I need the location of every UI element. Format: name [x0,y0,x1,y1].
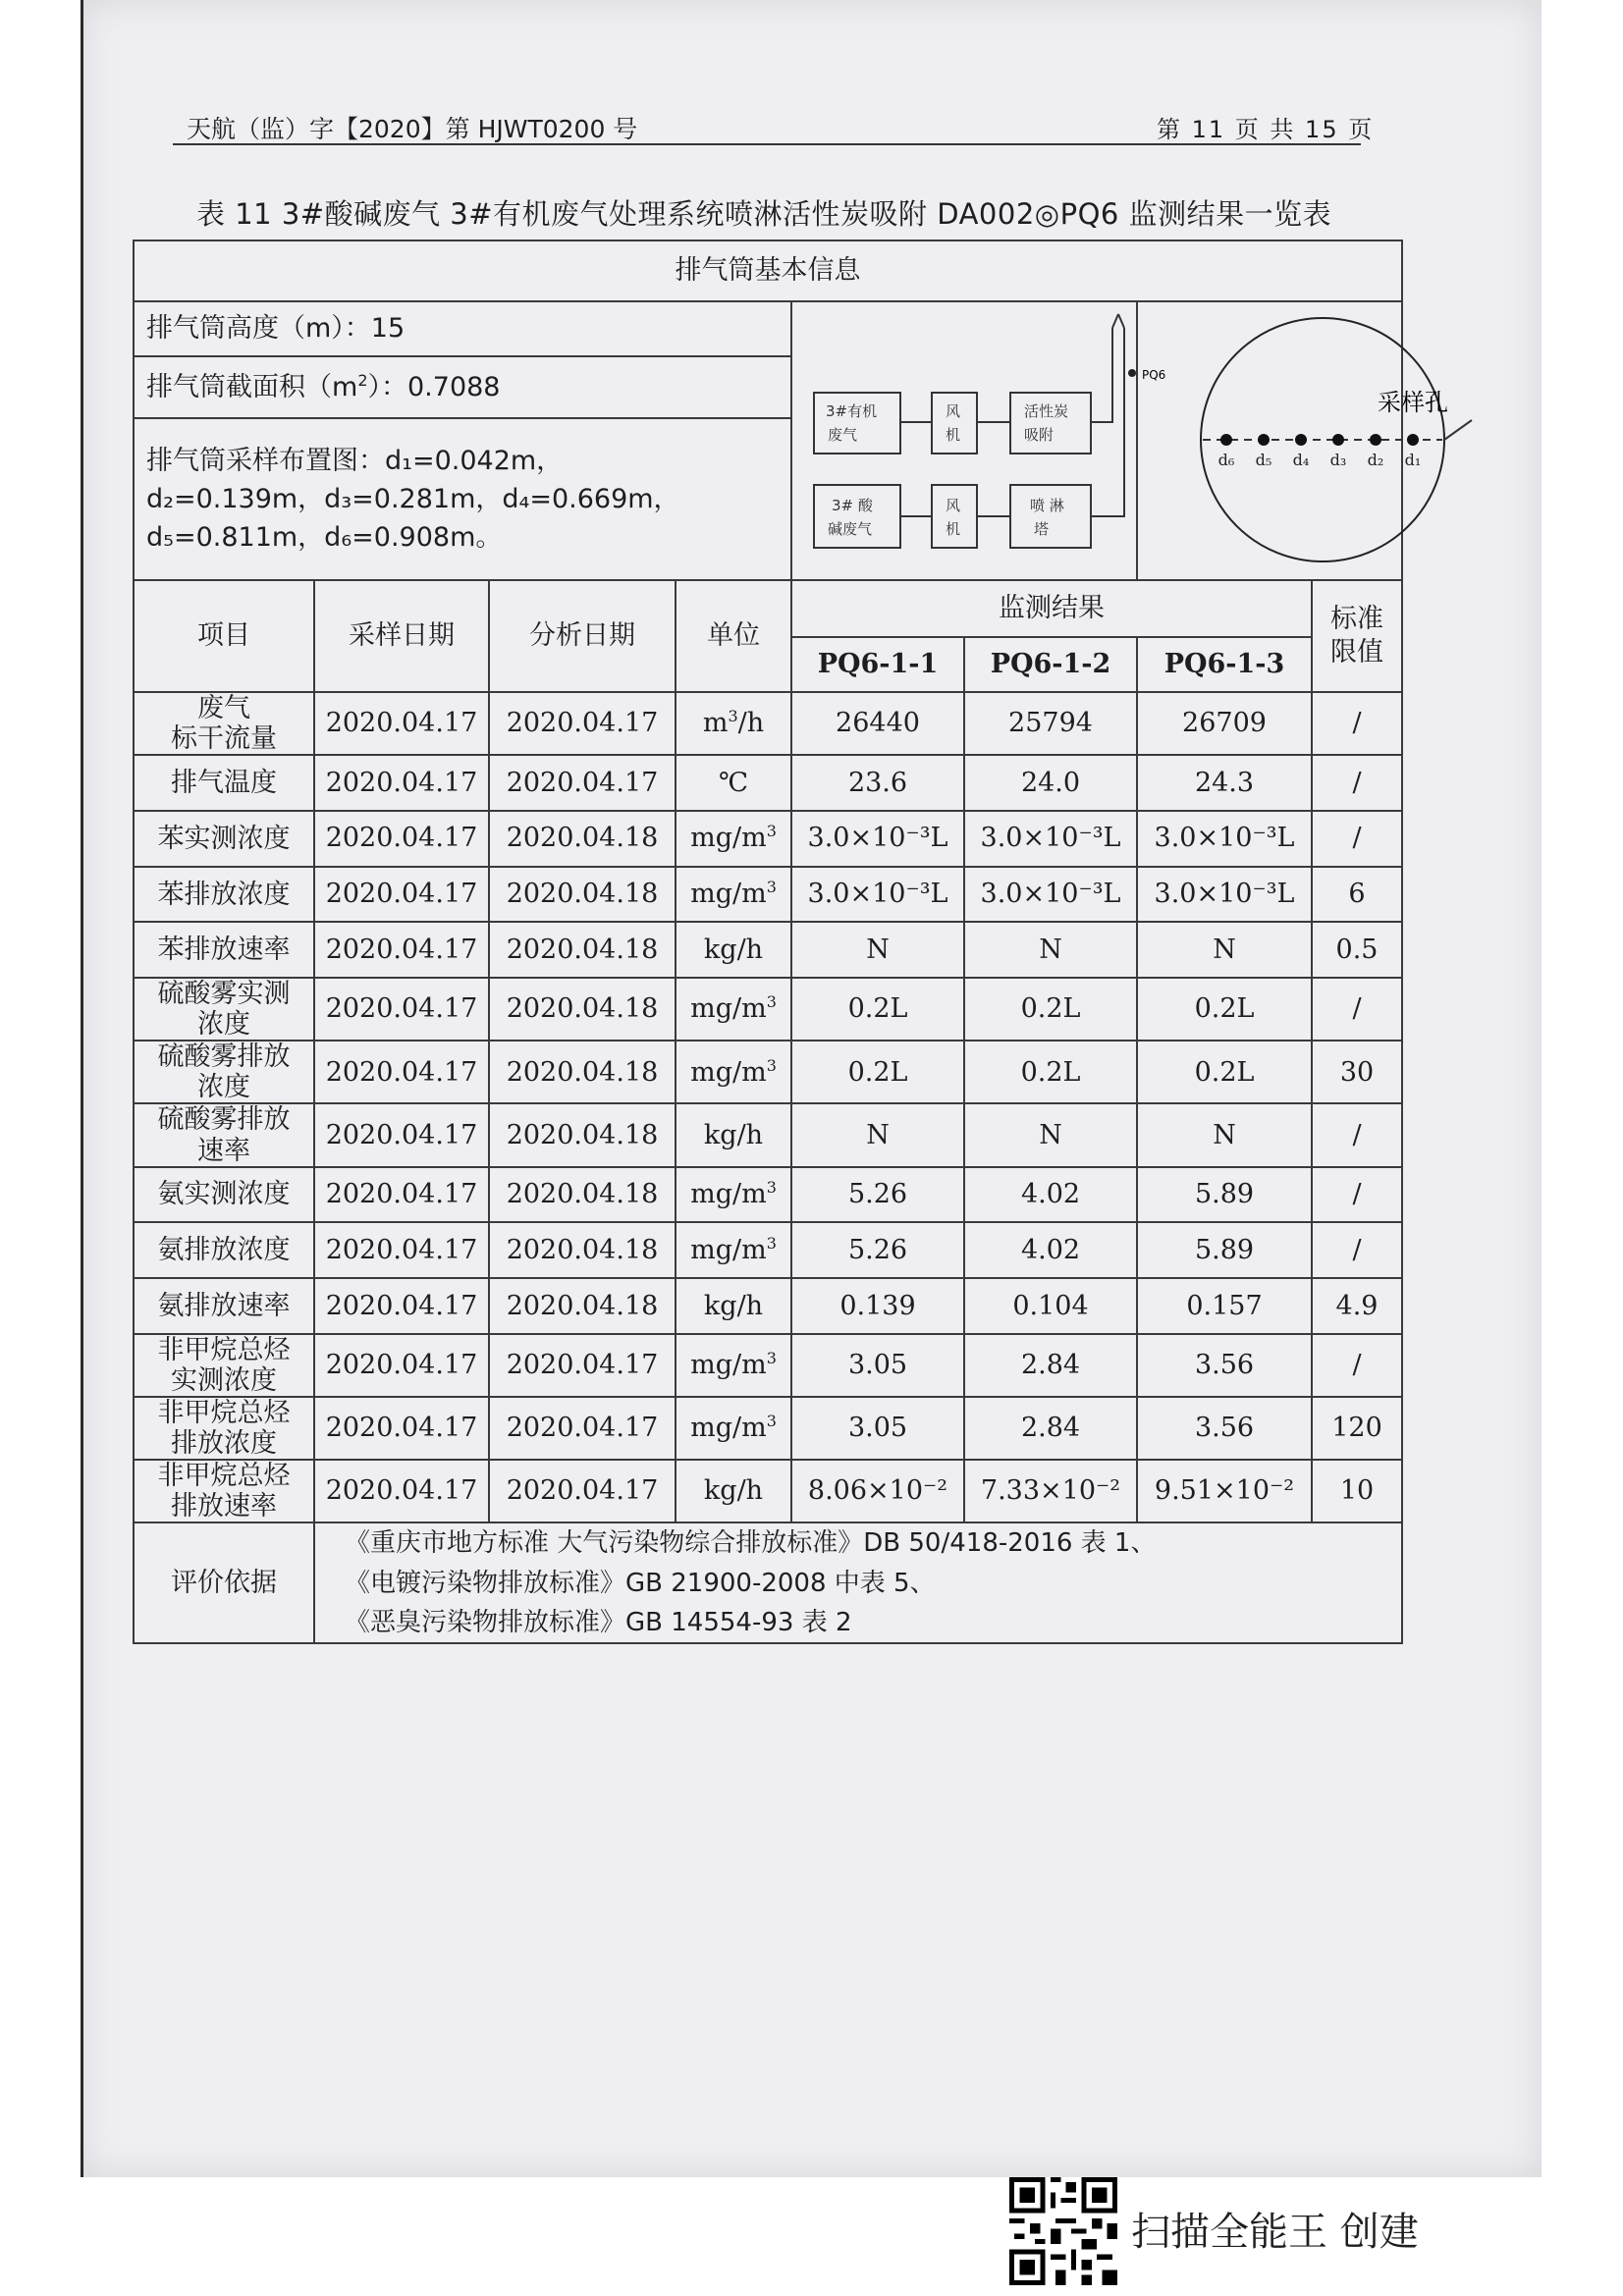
row-value-pq6-1-1: 5.26 [791,1167,964,1223]
row-value-pq6-1-2: 24.0 [964,755,1137,811]
row-analysis-date: 2020.04.17 [489,1334,676,1397]
page-number: 第 11 页 共 15 页 [1157,116,1375,143]
row-limit: 0.5 [1312,922,1402,978]
unit-main: mg/m [690,993,767,1025]
row-analysis-date: 2020.04.18 [489,1278,676,1334]
row-value-pq6-1-1: N [791,922,964,978]
basis-line2: 《电镀污染物排放标准》GB 21900-2008 中表 5、 [345,1568,936,1598]
organic-line1: 3#有机 [826,402,878,420]
row-value-pq6-1-3: 26709 [1137,692,1312,755]
fan-box-bottom [932,485,977,548]
doc-number: 天航（监）字【2020】第 HJWT0200 号 [187,115,638,143]
stack-area: 排气筒截面积$(m^2)$：0.7088 [134,356,791,417]
unit-main: mg/m [690,823,767,854]
row-value-pq6-1-1: 3.05 [791,1397,964,1460]
table-row [134,811,1402,867]
col-analysis-date: 分析日期 [489,580,676,692]
row-value-pq6-1-2: 25794 [964,692,1137,755]
unit-main: mg/m [690,1056,767,1088]
point-d1: d₁ [1404,451,1422,469]
unit-main: kg/h [703,934,764,965]
row-sample-date: 2020.04.17 [314,692,489,755]
row-unit [676,1397,791,1460]
spray-line2: 塔 [1034,520,1050,538]
row-unit [676,692,791,755]
row-value-pq6-1-3: 3.0×10⁻³L [1137,811,1312,867]
stack-height: 排气筒高度（m）：15 [134,301,791,356]
row-value-pq6-1-2: N [964,1103,1137,1166]
unit-sup: 3 [728,707,738,726]
table-row [134,867,1402,923]
row-analysis-date: 2020.04.17 [489,1397,676,1460]
row-value-pq6-1-2: 7.33×10⁻² [964,1460,1137,1522]
unit-main: mg/m [690,1234,767,1265]
row-value-pq6-1-1: 3.05 [791,1334,964,1397]
unit-main: kg/h [703,1290,764,1321]
row-value-pq6-1-1: 0.2L [791,978,964,1041]
process-flow-diagram [791,301,1166,580]
row-sample-date: 2020.04.17 [314,1041,489,1103]
row-value-pq6-1-1: N [791,1103,964,1166]
row-value-pq6-1-2: N [964,922,1137,978]
row-analysis-date: 2020.04.18 [489,1103,676,1166]
row-unit [676,1278,791,1334]
row-limit: 120 [1312,1397,1402,1460]
unit-sup: 3 [766,878,777,897]
row-value-pq6-1-3: N [1137,922,1312,978]
table-row [134,922,1402,978]
table-row [134,1334,1402,1397]
row-value-pq6-1-1: 8.06×10⁻² [791,1460,964,1522]
row-sample-date: 2020.04.17 [314,1167,489,1223]
basis-line1: 《重庆市地方标准 大气污染物综合排放标准》DB 50/418-2016 表 1、 [345,1528,1157,1559]
row-value-pq6-1-1: 5.26 [791,1222,964,1278]
unit-sup: 3 [766,1178,777,1198]
col-item: 项目 [134,580,314,692]
basis-text [314,1522,1402,1643]
row-value-pq6-1-3: 9.51×10⁻² [1137,1460,1312,1522]
row-value-pq6-1-2: 3.0×10⁻³L [964,811,1137,867]
row-value-pq6-1-2: 4.02 [964,1167,1137,1223]
row-sample-date: 2020.04.17 [314,867,489,923]
col-pq6-1-3: PQ6-1-3 [1137,637,1312,692]
row-limit: / [1312,1222,1402,1278]
unit-main: m [702,708,729,739]
sampling-port-label: 采样孔 [1378,389,1448,416]
organic-line2: 废气 [828,426,858,444]
row-value-pq6-1-2: 4.02 [964,1222,1137,1278]
outlet-dot [1128,369,1136,377]
row-unit [676,922,791,978]
layout-line3: d₅=0.811m，d₆=0.908m。 [146,521,503,553]
row-analysis-date: 2020.04.17 [489,692,676,755]
row-sample-date: 2020.04.17 [314,1397,489,1460]
spray-line1: 喷 淋 [1030,497,1064,514]
row-unit [676,1041,791,1103]
unit-tail: /h [737,708,765,739]
row-value-pq6-1-3: 3.56 [1137,1334,1312,1397]
row-sample-date: 2020.04.17 [314,1278,489,1334]
row-item: 苯排放浓度 [134,867,314,923]
row-analysis-date: 2020.04.18 [489,1041,676,1103]
row-value-pq6-1-2: 0.2L [964,1041,1137,1103]
page-edge [81,0,83,2177]
row-value-pq6-1-1: 0.2L [791,1041,964,1103]
row-value-pq6-1-3: 3.0×10⁻³L [1137,867,1312,923]
row-analysis-date: 2020.04.18 [489,922,676,978]
row-item: 硫酸雾实测 浓度 [134,978,314,1041]
row-unit [676,978,791,1041]
row-sample-date: 2020.04.17 [314,978,489,1041]
fan-top-line1: 风 [946,402,961,420]
carbon-line1: 活性炭 [1024,402,1069,420]
unit-main: mg/m [690,1413,767,1444]
col-limit: 标准限值 [1312,580,1402,692]
row-unit [676,1334,791,1397]
scanner-watermark: 扫描全能王 创建 [1131,2210,1419,2255]
row-value-pq6-1-3: 5.89 [1137,1222,1312,1278]
row-sample-date: 2020.04.17 [314,1222,489,1278]
point-d4: d₄ [1292,451,1310,469]
row-limit: / [1312,811,1402,867]
unit-sup: 3 [766,1349,777,1368]
table-row [134,1460,1402,1522]
row-sample-date: 2020.04.17 [314,811,489,867]
row-value-pq6-1-1: 3.0×10⁻³L [791,867,964,923]
unit-main: ℃ [718,767,749,798]
unit-sup: 3 [766,822,777,841]
row-item: 硫酸雾排放 速率 [134,1103,314,1166]
info-heading: 排气筒基本信息 [134,240,1402,301]
row-value-pq6-1-1: 0.139 [791,1278,964,1334]
col-unit: 单位 [676,580,791,692]
row-value-pq6-1-1: 26440 [791,692,964,755]
table-row [134,978,1402,1041]
row-limit: 4.9 [1312,1278,1402,1334]
table-title: 表 11 3#酸碱废气 3#有机废气处理系统喷淋活性炭吸附 DA002◎PQ6 监测结果一览表 [196,197,1332,231]
row-limit: / [1312,1334,1402,1397]
row-item: 氨实测浓度 [134,1167,314,1223]
unit-main: mg/m [690,1179,767,1210]
fan-bottom-line1: 风 [946,497,961,514]
row-limit: / [1312,1167,1402,1223]
sampling-points-info [134,418,791,580]
unit-sup: 3 [766,1233,777,1253]
row-limit: / [1312,1103,1402,1166]
row-analysis-date: 2020.04.18 [489,867,676,923]
row-limit: 6 [1312,867,1402,923]
row-limit: / [1312,692,1402,755]
row-limit: 10 [1312,1460,1402,1522]
carbon-line2: 吸附 [1024,426,1055,444]
row-item: 苯实测浓度 [134,811,314,867]
sampling-layout-diagram [1137,301,1448,580]
row-value-pq6-1-3: 3.56 [1137,1397,1312,1460]
unit-main: mg/m [690,1350,767,1381]
point-d6: d₆ [1217,451,1235,469]
acid-line1: 3# 酸 [832,497,873,514]
row-sample-date: 2020.04.17 [314,1460,489,1522]
row-sample-date: 2020.04.17 [314,922,489,978]
row-unit [676,1460,791,1522]
basis-line3: 《恶臭污染物排放标准》GB 14554-93 表 2 [345,1607,852,1637]
unit-main: mg/m [690,879,767,910]
row-limit: / [1312,755,1402,811]
row-value-pq6-1-1: 3.0×10⁻³L [791,811,964,867]
row-item: 氨排放浓度 [134,1222,314,1278]
unit-sup: 3 [766,1055,777,1075]
row-item: 排气温度 [134,755,314,811]
acid-line2: 碱废气 [828,520,873,538]
unit-main: kg/h [703,1119,764,1150]
row-sample-date: 2020.04.17 [314,1334,489,1397]
row-value-pq6-1-3: 24.3 [1137,755,1312,811]
table-row [134,1222,1402,1278]
row-sample-date: 2020.04.17 [314,1103,489,1166]
point-d5: d₅ [1255,451,1272,469]
row-unit [676,1167,791,1223]
table-row [134,1041,1402,1103]
row-item: 非甲烷总烃 实测浓度 [134,1334,314,1397]
header-divider [173,143,1361,145]
sampling-layout-svg [1138,302,1478,579]
table-row [134,1167,1402,1223]
row-value-pq6-1-2: 0.104 [964,1278,1137,1334]
table-row [134,1103,1402,1166]
table-row [134,692,1402,755]
unit-sup: 3 [766,992,777,1012]
row-analysis-date: 2020.04.18 [489,811,676,867]
row-value-pq6-1-2: 2.84 [964,1397,1137,1460]
row-analysis-date: 2020.04.18 [489,1167,676,1223]
row-analysis-date: 2020.04.17 [489,755,676,811]
layout-line1: 排气筒采样布置图：d₁=0.042m， [146,445,564,476]
row-unit [676,867,791,923]
row-analysis-date: 2020.04.17 [489,1460,676,1522]
monitoring-table [133,240,1448,1644]
col-pq6-1-1: PQ6-1-1 [791,637,964,692]
row-value-pq6-1-3: 0.2L [1137,978,1312,1041]
qr-code-icon [1009,2177,1117,2285]
row-analysis-date: 2020.04.18 [489,1222,676,1278]
col-sample-date: 采样日期 [314,580,489,692]
row-value-pq6-1-3: N [1137,1103,1312,1166]
fan-top-line2: 机 [946,426,961,444]
row-unit [676,1222,791,1278]
row-unit [676,1103,791,1166]
outlet-label: PQ6 [1142,368,1166,382]
unit-sup: 3 [766,1412,777,1431]
row-value-pq6-1-3: 5.89 [1137,1167,1312,1223]
row-item: 苯排放速率 [134,922,314,978]
table-row [134,755,1402,811]
acid-gas-box [814,485,900,548]
row-item: 硫酸雾排放 浓度 [134,1041,314,1103]
row-limit: 30 [1312,1041,1402,1103]
row-value-pq6-1-1: 23.6 [791,755,964,811]
col-pq6-1-2: PQ6-1-2 [964,637,1137,692]
row-value-pq6-1-2: 0.2L [964,978,1137,1041]
basis-label: 评价依据 [134,1522,314,1643]
spray-tower-box [1010,485,1091,548]
table-row [134,1397,1402,1460]
row-item: 氨排放速率 [134,1278,314,1334]
row-sample-date: 2020.04.17 [314,755,489,811]
table-row [134,1278,1402,1334]
row-item: 非甲烷总烃 排放速率 [134,1460,314,1522]
fan-bottom-line2: 机 [946,520,961,538]
row-item: 非甲烷总烃 排放浓度 [134,1397,314,1460]
row-analysis-date: 2020.04.18 [489,978,676,1041]
point-d2: d₂ [1367,451,1384,469]
row-value-pq6-1-2: 3.0×10⁻³L [964,867,1137,923]
row-value-pq6-1-3: 0.2L [1137,1041,1312,1103]
row-unit [676,811,791,867]
process-flow-svg [792,302,1166,579]
row-value-pq6-1-2: 2.84 [964,1334,1137,1397]
col-results: 监测结果 [791,580,1312,637]
point-d3: d₃ [1329,451,1347,469]
row-value-pq6-1-3: 0.157 [1137,1278,1312,1334]
layout-line2: d₂=0.139m，d₃=0.281m，d₄=0.669m， [146,483,680,514]
unit-main: kg/h [703,1475,764,1507]
row-item: 废气 标干流量 [134,692,314,755]
row-unit [676,755,791,811]
row-limit: / [1312,978,1402,1041]
